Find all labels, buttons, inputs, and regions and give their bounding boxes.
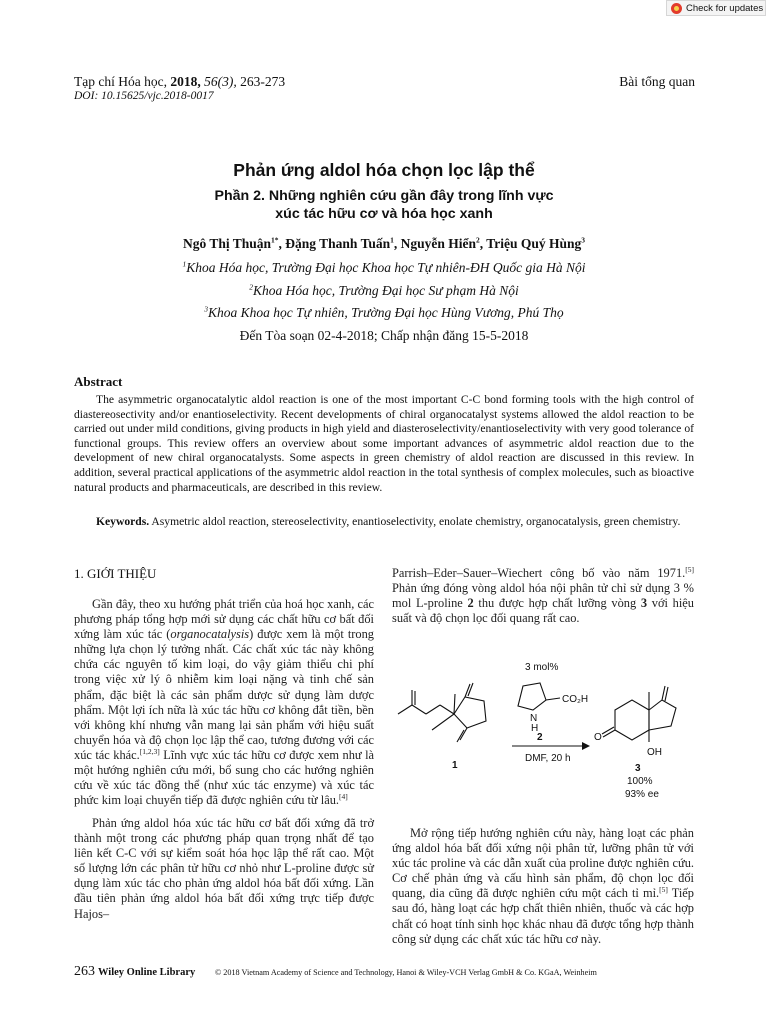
section-heading-introduction: 1. GIỚI THIỆU (74, 566, 157, 581)
author-3: Nguyễn Hiển$^2$, (400, 235, 487, 251)
author-4: Triệu Quý Hùng$^3$ (486, 235, 586, 251)
reaction-conditions: DMF, 20 h (525, 753, 571, 764)
intro-paragraph-2: Phản ứng aldol hóa xúc tác hữu cơ bất đối xứng đã trở thành một trong các phương pháp quan trọng nhất để tạo liên kết C-C với sự kiểm soát hóa học lập thể rất cao. Một số lượng lớn các phân tử hữu cơ nhỏ như L-proline được sử dụng làm xúc tác cho phản ứng aldol hóa bất đối xứng. Lần đầu tiên phản ứng aldol hóa bất đối xứng trực tiếp được Hajos– (74, 816, 374, 921)
compound-2-label: 2 (537, 732, 543, 743)
check-for-updates-button[interactable] (666, 0, 766, 16)
check-for-updates-label: Check for updates (686, 2, 764, 14)
received-accepted-dates: Đến Tòa soạn 02-4-2018; Chấp nhận đăng 15-5-2018 (239, 328, 529, 343)
starting-material-structure (398, 683, 486, 742)
compound-3-label: 3 (635, 763, 641, 774)
copyright-notice: © 2018 Vietnam Academy of Science and Technology, Hanoi & Wiley-VCH Verlag GmbH & Co. KGaA, Weinheim (215, 968, 597, 977)
product-carbonyl-o: O (594, 732, 602, 743)
compound-1-label: 1 (452, 760, 458, 771)
abstract-heading: Abstract (74, 374, 123, 389)
proline-structure (518, 683, 560, 710)
product-yield: 100% (627, 776, 653, 787)
catalyst-h: H (531, 723, 539, 734)
keywords (74, 515, 694, 530)
paper-subtitle-line2: xúc tác hữu cơ và hóa học xanh (275, 206, 493, 222)
journal-name: Tạp chí Hóa học, (74, 74, 167, 89)
page-number: 263 (74, 964, 95, 979)
author-list (0, 236, 768, 252)
reaction-scheme (392, 654, 696, 800)
affiliation-1: $^1$Khoa Hóa học, Trường Đại học Khoa học Tự nhiên-ĐH Quốc gia Hà Nội (182, 259, 586, 275)
catalyst-nh: N (530, 713, 538, 724)
affiliation-3: $^3$Khoa Khoa học Tự nhiên, Trường Đại học Hùng Vương, Phú Thọ (204, 304, 564, 320)
wiley-online-library: Wiley Online Library (98, 967, 196, 978)
intro-paragraph-4: Mở rộng tiếp hướng nghiên cứu này, hàng loạt các phản ứng aldol hóa bất đối xứng nội phân tử, lưỡng phân tử với xúc tác proline và các dẫn xuất của proline được nghiên cứu. Cơ chế phản ứng và cấu hình sản phẩm, độ chọn lọc đối quang, dia cũng đã được nghiên cứu một cách tỉ mỉ.[5] Tiếp sau đó, hàng loạt các hợp chất thiên nhiên, thuốc và các hợp chất có hoạt tính sinh học khác nhau đã được tổng hợp thành công sử dụng các chất xúc tác hữu cơ này. (392, 826, 694, 946)
journal-citation (74, 74, 285, 90)
keywords-label: Keywords. (96, 515, 150, 528)
catalyst-acid: CO₂H (562, 694, 589, 705)
intro-paragraph-1: Gần đây, theo xu hướng phát triển của hoá học xanh, các phương pháp tổng hợp mới sử dụng các chất hữu cơ bất đối xứng làm xúc tác (organocatalysis) được xem là một trong những lựa chọn lý tưởng nhất. Các chất xúc tác này không chứa các nguyên tố kim loại, do vậy giảm thiểu chi phí trong việc xử lý ô nhiễm kim loại nặng và tinh chế sản phẩm, đặc biệt là các sản phẩm dược sử dụng làm dược phẩm. Một lợi ích nữa là xúc tác hữu cơ không đắt tiền, bền với không khí nhưng vẫn mang lại sản phẩm với hiệu suất chuyển hóa và độ chọn lọc lập thể cao, tương đương với các xúc tác khác.[1,2,3] Lĩnh vực xúc tác hữu cơ được xem như là một hướng nghiên cứu mới, bổ sung cho các hướng nghiên cứu về xúc tác đồng thể (như xúc tác enzyme) và xúc tác phức kim loại chuyển tiếp đã được nghiên cứu từ lâu.[4] (74, 597, 375, 808)
product-structure (602, 686, 676, 742)
paper-title: Phản ứng aldol hóa chọn lọc lập thể (233, 160, 535, 180)
intro-paragraph-3: Parrish–Eder–Sauer–Wiechert công bố vào năm 1971.[5] Phản ứng đóng vòng aldol hóa nội phân tử chỉ sử dụng 3 % mol L-proline 2 thu được hợp chất lưỡng vòng 3 với hiệu suất và độ chọn lọc đối quang rất cao. (392, 564, 695, 626)
author-2: Đặng Thanh Tuấn$^1$, (285, 235, 401, 251)
journal-pages: 263-273 (240, 74, 286, 89)
keywords-text: Asymetric aldol reaction, stereoselectivity, enantioselectivity, enolate chemistry, organocatalysis, green chemistry. (149, 515, 681, 528)
author-1: Ngô Thị Thuận$^{1*}$, (182, 235, 286, 251)
catalyst-loading: 3 mol% (525, 662, 559, 673)
reaction-arrow-head (582, 742, 590, 750)
paper-subtitle-line1: Phần 2. Những nghiên cứu gần đây trong lĩnh vực (214, 188, 554, 204)
journal-year: 2018, (170, 74, 201, 89)
article-type: Bài tổng quan (619, 74, 695, 89)
abstract-text: The asymmetric organocatalytic aldol reaction is one of the most important C-C bond forming tools with the high control of diastereosectivity and/or enantioselectivity. Recent developments of chiral organocatalyst systems allowed the aldol reaction to be carried out under mild conditions, giving products in high yield and diasteroselectivity/enantioselectivity with very good tolerance of functional groups. This review offers an overview about some important advances of asymmetric aldol reaction due to the development of new chiral organocatalysts. Some aspects in green chemistry of aldol reaction are discussed in this review. In addition, several practical applications of the asymmetric aldol reaction in the total synthesis of complex molecules, such as bioactive natural products and pharmaceuticals, are described in this review. (74, 393, 694, 494)
product-oh: OH (647, 747, 662, 758)
journal-volume: 56(3), (204, 74, 237, 89)
crossmark-icon (671, 3, 682, 14)
affiliation-2: $^2$Khoa Hóa học, Trường Đại học Sư phạm Hà Nội (249, 282, 519, 298)
doi[interactable]: DOI: 10.15625/vjc.2018-0017 (74, 90, 214, 102)
product-ee: 93% ee (625, 789, 659, 800)
